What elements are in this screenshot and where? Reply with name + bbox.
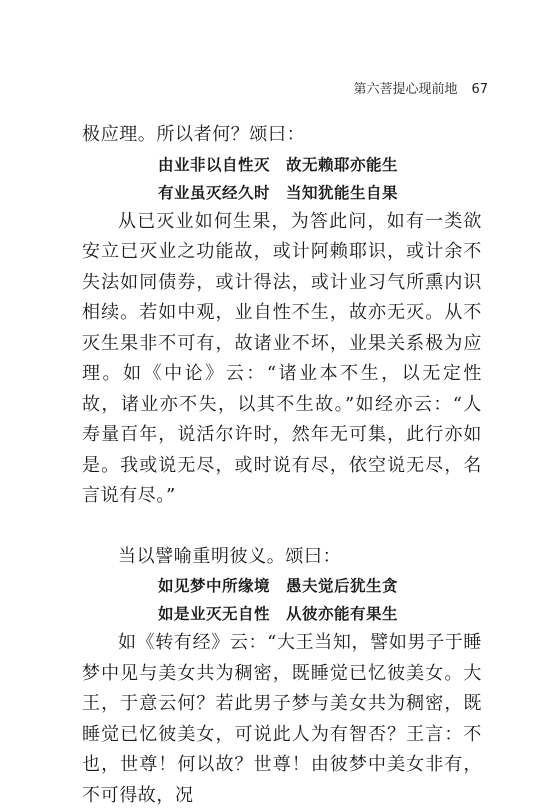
page-body [82,120,482,811]
section2-intro: 当以譬喻重明彼义。颂曰： [118,545,342,567]
verse-left: 有业虽灭经久时 [158,183,271,202]
verse-right: 当知犹能生自果 [286,183,399,202]
verse-right: 愚夫觉后犹生贪 [286,577,399,595]
chapter-title: 第六菩提心现前地 [353,82,458,97]
verse-block-2 [82,572,482,628]
verse-right: 故无赖耶亦能生 [286,155,399,174]
verse-line [82,600,482,628]
verse-left: 由业非以自性灭 [158,155,271,174]
section1-intro: 极应理。所以者何？颂曰： [82,124,306,145]
verse-line [82,179,482,207]
verse-line [82,572,482,600]
verse-line [82,151,482,179]
verse-block-1 [82,151,482,207]
section2-commentary: 如《转有经》云：“大王当知，譬如男子于睡梦中见与美女共为稠密，既睡觉已忆彼美女。大王，于意云何？若此男子梦与美女共为稠密，既睡觉已忆彼美女，可说此人为有智否？王言：不也，世尊！何以故？世尊！由彼梦中美女非有，不可得故，况 [82,632,482,806]
verse-right: 从彼亦能有果生 [286,605,399,623]
page-number: 67 [471,82,488,97]
verse-left: 如是业灭无自性 [158,605,271,623]
verse-left: 如见梦中所缘境 [158,577,271,595]
section1-commentary: 从已灭业如何生果，为答此问，如有一类欲安立已灭业之功能故，或计阿赖耶识，或计余不失法如同债券，或计得法，或计业习气所熏内识相续。若如中观，业自性不生，故亦无灭。从不灭生果非不可有，故诸业不坏，业果关系极为应理。如《中论》云：“诸业本不生，以无定性故，诸业亦不失，以其不生故。”如经亦云：“人寿量百年，说活尔许时，然年无可集，此行亦如是。我或说无尽，或时说有尽，依空说无尽，名言说有尽。” [82,210,482,506]
running-header [353,78,488,97]
